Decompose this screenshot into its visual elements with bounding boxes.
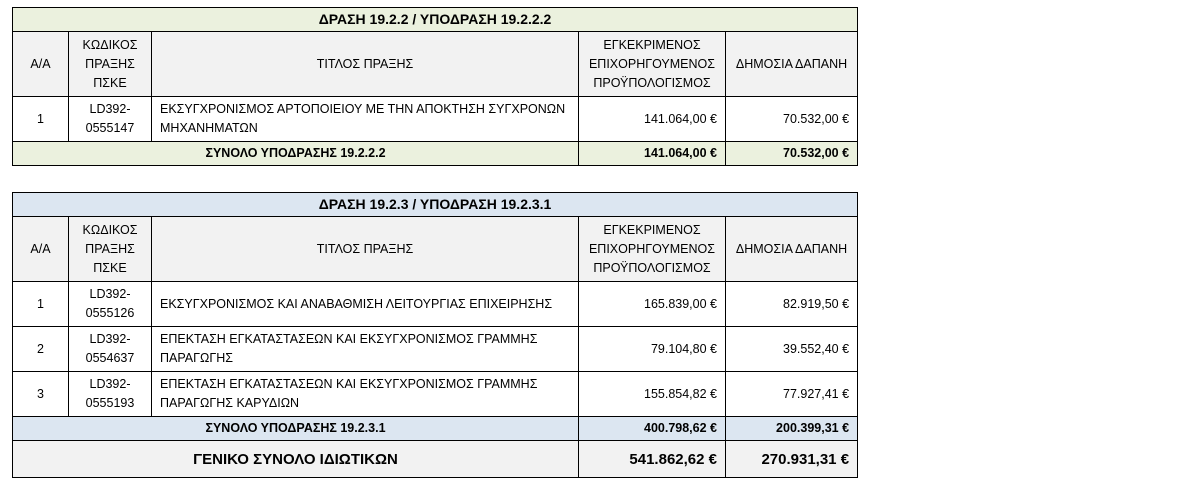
header-aa: Α/Α	[13, 217, 69, 282]
row-title: ΕΠΕΚΤΑΣΗ ΕΓΚΑΤΑΣΤΑΣΕΩΝ ΚΑΙ ΕΚΣΥΓΧΡΟΝΙΣΜΟΣ ΓΡΑΜΜΗΣ ΠΑΡΑΓΩΓΗΣ	[152, 327, 579, 372]
grand-total-public: 270.931,31 €	[726, 441, 858, 478]
subtotal-budget: 141.064,00 €	[579, 142, 726, 166]
row-aa: 1	[13, 282, 69, 327]
header-title: ΤΙΤΛΟΣ ΠΡΑΞΗΣ	[152, 32, 579, 97]
row-aa: 2	[13, 327, 69, 372]
header-code: ΚΩΔΙΚΟΣ ΠΡΑΞΗΣ ΠΣΚΕ	[69, 32, 152, 97]
table-row	[13, 97, 858, 142]
grand-total-label: ΓΕΝΙΚΟ ΣΥΝΟΛΟ ΙΔΙΩΤΙΚΩΝ	[13, 441, 579, 478]
subtotal-public: 200.399,31 €	[726, 417, 858, 441]
row-budget: 79.104,80 €	[579, 327, 726, 372]
subtotal-budget: 400.798,62 €	[579, 417, 726, 441]
row-public: 77.927,41 €	[726, 372, 858, 417]
row-budget: 141.064,00 €	[579, 97, 726, 142]
header-budget: ΕΓΚΕΚΡΙΜΕΝΟΣ ΕΠΙΧΟΡΗΓΟΥΜΕΝΟΣ ΠΡΟΫΠΟΛΟΓΙΣΜΟΣ	[579, 32, 726, 97]
section-table-19-2-3-1	[12, 192, 858, 478]
table-row	[13, 327, 858, 372]
table-row	[13, 372, 858, 417]
row-aa: 3	[13, 372, 69, 417]
grand-total-budget: 541.862,62 €	[579, 441, 726, 478]
header-public: ΔΗΜΟΣΙΑ ΔΑΠΑΝΗ	[726, 217, 858, 282]
row-aa: 1	[13, 97, 69, 142]
column-header-row	[13, 217, 858, 282]
header-aa: Α/Α	[13, 32, 69, 97]
row-code: LD392-0554637	[69, 327, 152, 372]
subtotal-label: ΣΥΝΟΛΟ ΥΠΟΔΡΑΣΗΣ 19.2.3.1	[13, 417, 579, 441]
section-heading-row	[13, 193, 858, 217]
table-row	[13, 282, 858, 327]
header-public: ΔΗΜΟΣΙΑ ΔΑΠΑΝΗ	[726, 32, 858, 97]
row-public: 82.919,50 €	[726, 282, 858, 327]
row-code: LD392-0555147	[69, 97, 152, 142]
section-table-19-2-2-2	[12, 7, 858, 166]
subtotal-row	[13, 417, 858, 441]
subtotal-public: 70.532,00 €	[726, 142, 858, 166]
row-title: ΕΚΣΥΓΧΡΟΝΙΣΜΟΣ ΑΡΤΟΠΟΙΕΙΟΥ ΜΕ ΤΗΝ ΑΠΟΚΤΗΣΗ ΣΥΓΧΡΟΝΩΝ ΜΗΧΑΝΗΜΑΤΩΝ	[152, 97, 579, 142]
header-budget: ΕΓΚΕΚΡΙΜΕΝΟΣ ΕΠΙΧΟΡΗΓΟΥΜΕΝΟΣ ΠΡΟΫΠΟΛΟΓΙΣΜΟΣ	[579, 217, 726, 282]
header-code: ΚΩΔΙΚΟΣ ΠΡΑΞΗΣ ΠΣΚΕ	[69, 217, 152, 282]
row-public: 70.532,00 €	[726, 97, 858, 142]
row-budget: 155.854,82 €	[579, 372, 726, 417]
row-title: ΕΠΕΚΤΑΣΗ ΕΓΚΑΤΑΣΤΑΣΕΩΝ ΚΑΙ ΕΚΣΥΓΧΡΟΝΙΣΜΟΣ ΓΡΑΜΜΗΣ ΠΑΡΑΓΩΓΗΣ ΚΑΡΥΔΙΩΝ	[152, 372, 579, 417]
row-code: LD392-0555126	[69, 282, 152, 327]
row-budget: 165.839,00 €	[579, 282, 726, 327]
grand-total-row	[13, 441, 858, 478]
subtotal-row	[13, 142, 858, 166]
section-heading-row	[13, 8, 858, 32]
section-heading: ΔΡΑΣΗ 19.2.3 / ΥΠΟΔΡΑΣΗ 19.2.3.1	[13, 193, 858, 217]
row-code: LD392-0555193	[69, 372, 152, 417]
subtotal-label: ΣΥΝΟΛΟ ΥΠΟΔΡΑΣΗΣ 19.2.2.2	[13, 142, 579, 166]
row-title: ΕΚΣΥΓΧΡΟΝΙΣΜΟΣ ΚΑΙ ΑΝΑΒΑΘΜΙΣΗ ΛΕΙΤΟΥΡΓΙΑΣ ΕΠΙΧΕΙΡΗΣΗΣ	[152, 282, 579, 327]
row-public: 39.552,40 €	[726, 327, 858, 372]
column-header-row	[13, 32, 858, 97]
section-heading: ΔΡΑΣΗ 19.2.2 / ΥΠΟΔΡΑΣΗ 19.2.2.2	[13, 8, 858, 32]
header-title: ΤΙΤΛΟΣ ΠΡΑΞΗΣ	[152, 217, 579, 282]
